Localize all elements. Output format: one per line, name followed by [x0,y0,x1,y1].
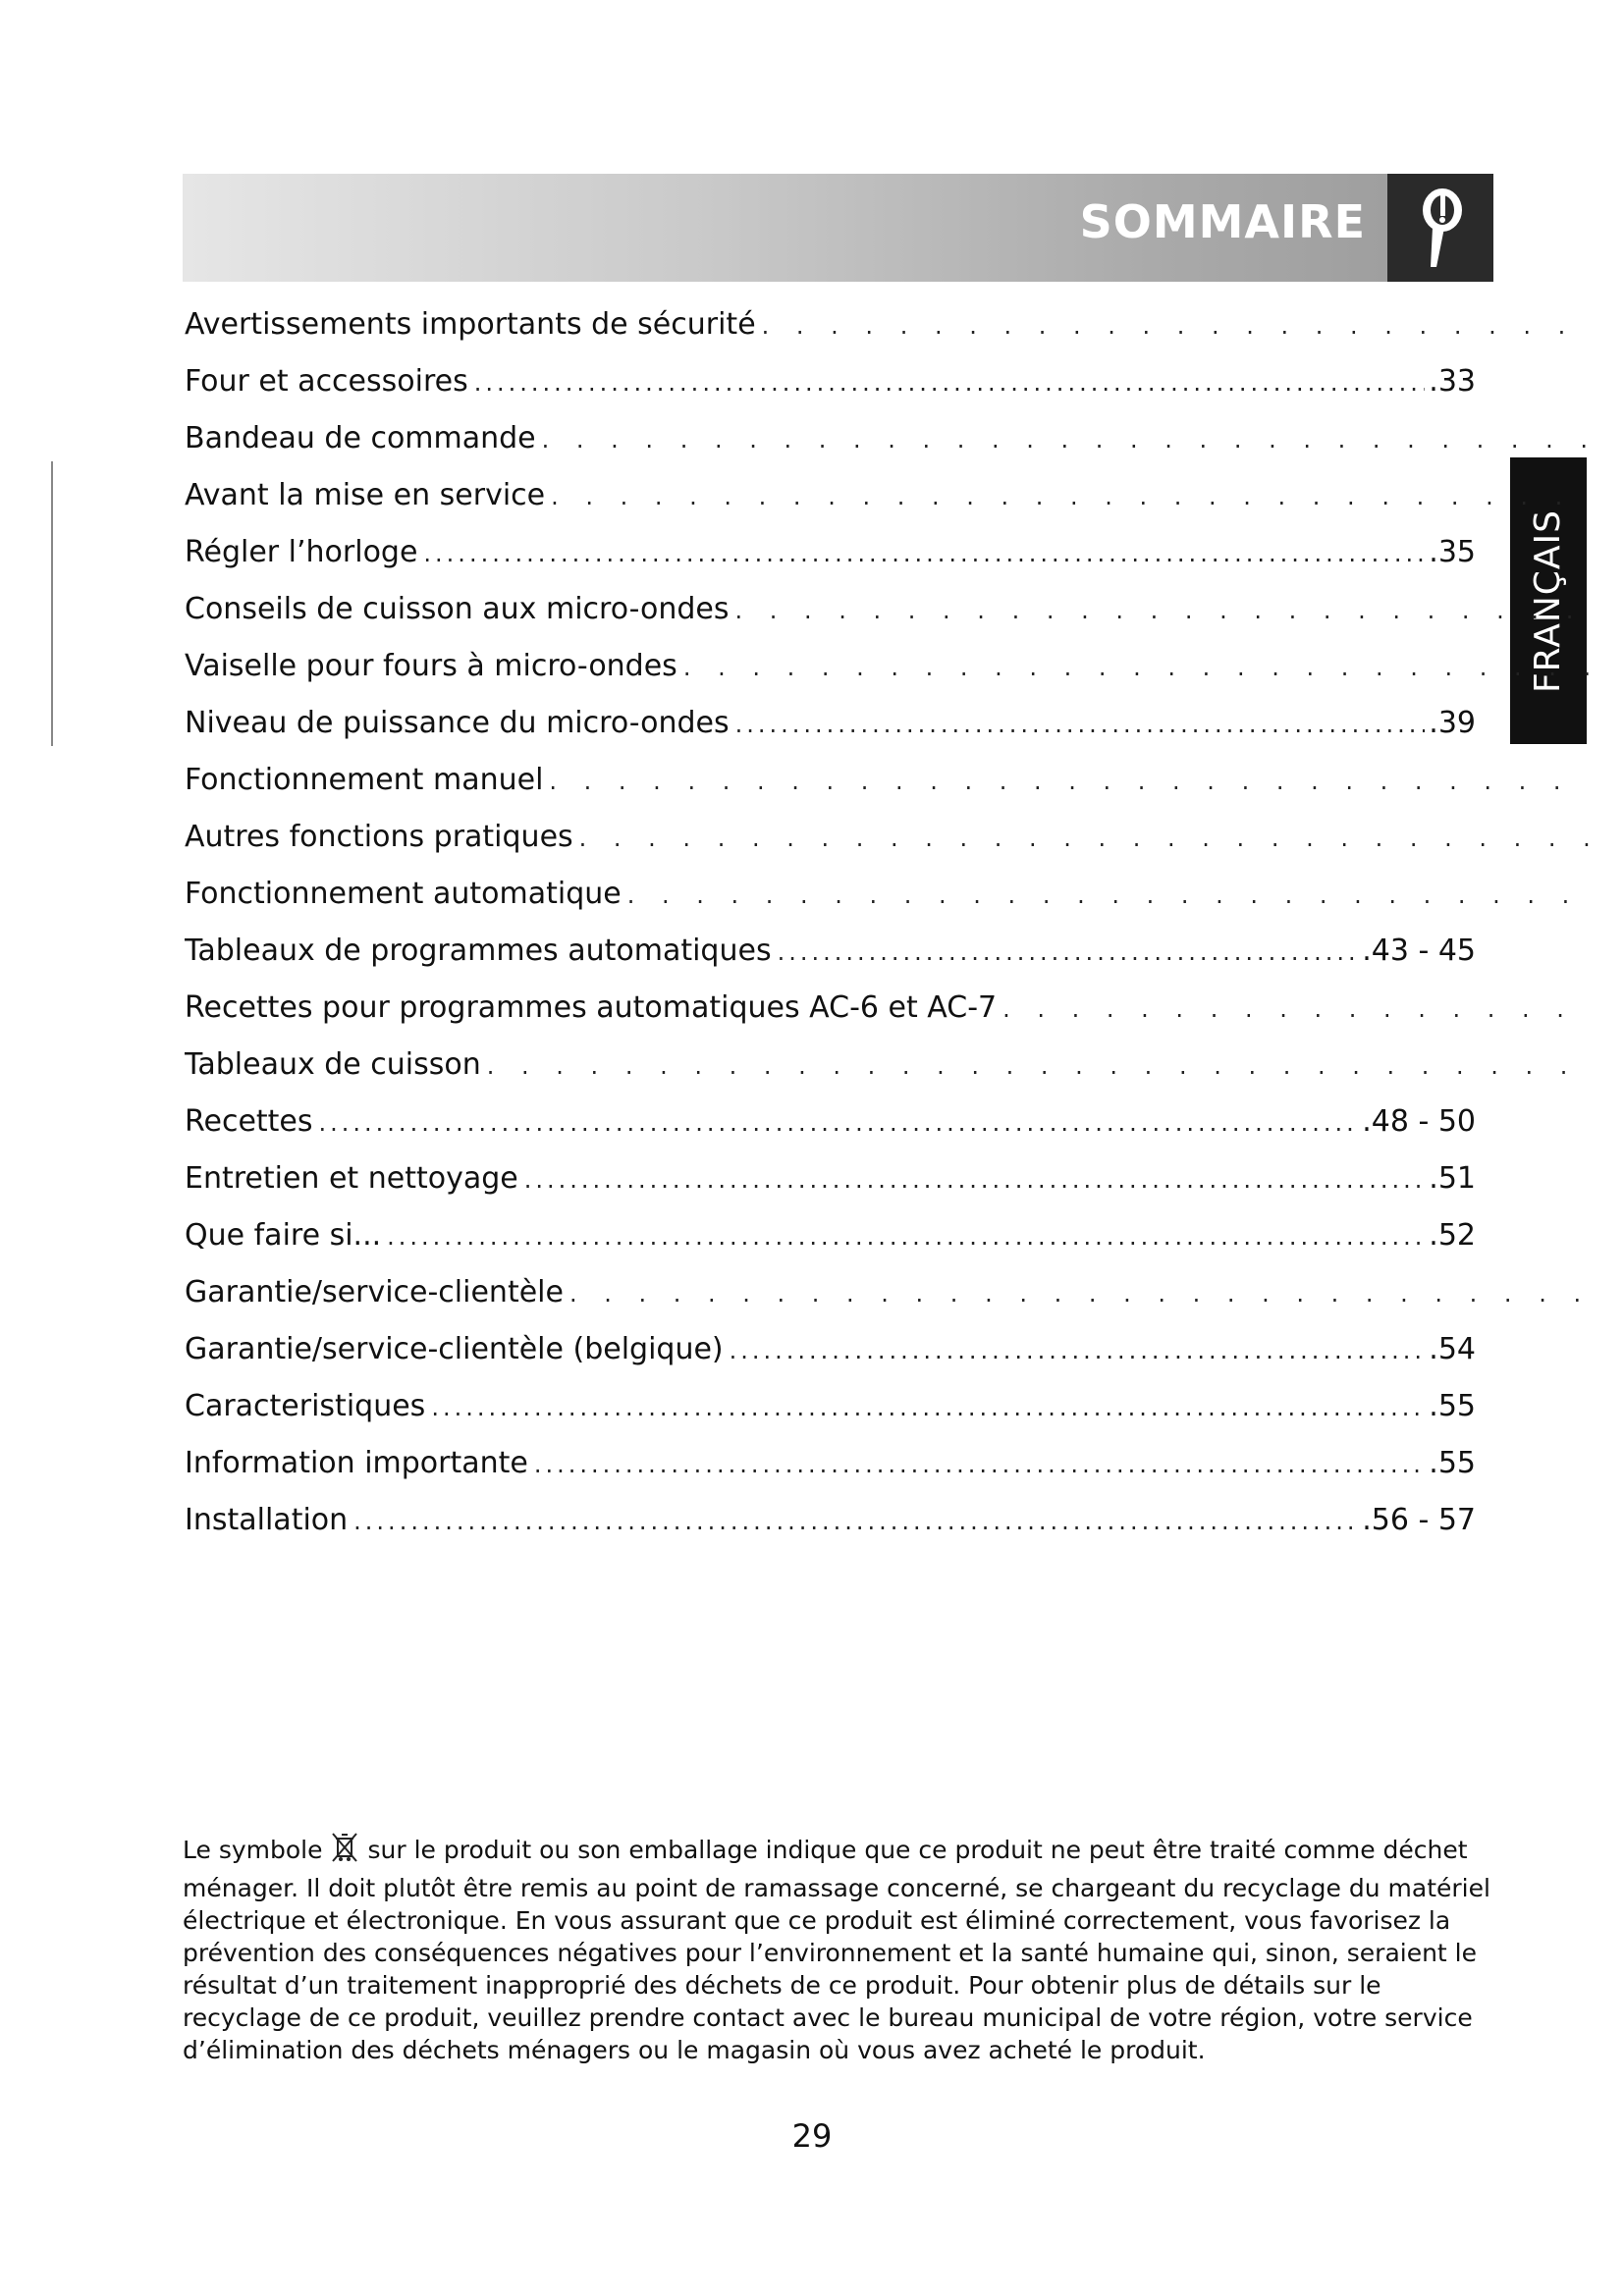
toc-entry-page: .35 [1429,535,1476,569]
toc-entry [185,1503,1476,1560]
toc-entry [185,934,1476,990]
toc-entry-page: .43 - 45 [1362,934,1476,968]
toc-leader-dots [627,881,1589,909]
toc-leader-dots [730,1337,1426,1364]
toc-entry-title: Avertissements importants de sécurité [185,307,756,342]
toc-entry-title: Bandeau de commande [185,421,536,455]
info-icon [1387,174,1493,282]
toc-entry [185,1047,1589,1104]
toc-entry-title: Recettes pour programmes automatiques AC-6 et AC-7 [185,990,998,1025]
toc-leader-dots [551,483,1589,510]
toc-entry [185,763,1589,820]
toc-leader-dots [431,1394,1425,1421]
toc-leader-dots [735,597,1590,624]
toc-leader-dots [735,711,1426,738]
toc-entry [185,592,1589,649]
toc-entry [185,706,1476,763]
toc-leader-dots [423,540,1425,567]
crossed-out-bin-icon [330,1831,359,1872]
toc-leader-dots [762,312,1589,340]
toc-entry [185,1218,1476,1275]
toc-leader-dots [1002,995,1589,1023]
toc-entry-title: Fonctionnement automatique [185,877,622,911]
notice-text-start: Le symbole [183,1836,323,1864]
toc-entry-title: Fonctionnement manuel [185,763,544,797]
toc-leader-dots [569,1280,1589,1308]
toc-entry [185,1332,1476,1389]
toc-entry [185,877,1589,934]
toc-entry-title: Four et accessoires [185,364,468,399]
section-title: SOMMAIRE [1079,195,1366,248]
toc-entry-title: Que faire si... [185,1218,382,1253]
toc-entry-page: .54 [1429,1332,1476,1366]
toc-entry [185,1275,1589,1332]
toc-entry-title: Installation [185,1503,349,1537]
toc-entry-title: Niveau de puissance du micro-ondes [185,706,730,740]
toc-entry-title: Recettes [185,1104,313,1139]
language-tab-label: FRANÇAIS [1528,508,1569,693]
toc-entry-title: Information importante [185,1446,528,1480]
toc-entry-title: Entretien et nettoyage [185,1161,518,1196]
table-of-contents [185,307,1589,1560]
toc-entry [185,649,1589,706]
toc-entry-title: Régler l’horloge [185,535,418,569]
toc-leader-dots [542,426,1589,454]
toc-entry [185,990,1589,1047]
toc-entry-page: .56 - 57 [1362,1503,1476,1537]
toc-leader-dots [778,938,1359,966]
toc-entry-title: Caracteristiques [185,1389,426,1423]
toc-entry-title: Autres fonctions pratiques [185,820,573,854]
recycling-notice [183,1831,1498,2066]
toc-entry-page: .33 [1429,364,1476,399]
toc-leader-dots [474,369,1426,397]
section-header [183,174,1493,282]
toc-leader-dots [549,768,1589,795]
toc-leader-dots [524,1166,1426,1194]
toc-leader-dots [683,654,1589,681]
toc-entry-page: .52 [1429,1218,1476,1253]
toc-leader-dots [319,1109,1359,1137]
toc-entry [185,1161,1476,1218]
toc-leader-dots [353,1508,1358,1535]
toc-entry-title: Vaiselle pour fours à micro-ondes [185,649,677,683]
toc-entry-title: Garantie/service-clientèle (belgique) [185,1332,724,1366]
toc-entry-page: .55 [1429,1389,1476,1423]
toc-leader-dots [534,1451,1425,1478]
toc-entry [185,478,1589,535]
toc-entry [185,1104,1476,1161]
toc-leader-dots [579,825,1589,852]
notice-text: sur le produit ou son emballage indique que ce produit ne peut être traité comme déchet ménager. Il doit plutôt être remis au point de ramassage concerné, se chargeant du recyclage du matériel électrique et électronique. En vous assurant que ce produit est éliminé correctement, vous favorisez la prévention des conséquences négatives pour l’environnement et la santé humaine qui, sinon, seraient le résultat d’un traitement inapproprié des déchets de ce produit. Pour obtenir plus de détails sur le recyclage de ce produit, veuillez prendre contact avec le bureau municipal de votre région, votre service d’élimination des déchets ménagers ou le magasin où vous avez acheté le produit. [183,1836,1490,2064]
toc-entry [185,820,1589,877]
toc-entry-page: .39 [1429,706,1476,740]
page-number: 29 [791,2117,833,2155]
toc-leader-dots [487,1052,1589,1080]
toc-entry [185,307,1589,364]
toc-entry [185,364,1476,421]
toc-entry-title: Tableaux de cuisson [185,1047,481,1082]
toc-entry [185,535,1476,592]
toc-entry-title: Tableaux de programmes automatiques [185,934,772,968]
toc-entry-title: Garantie/service-clientèle [185,1275,564,1309]
toc-entry-page: .48 - 50 [1362,1104,1476,1139]
margin-line [51,461,53,746]
toc-entry-title: Avant la mise en service [185,478,546,512]
toc-entry [185,1446,1476,1503]
toc-entry [185,1389,1476,1446]
toc-entry-title: Conseils de cuisson aux micro-ondes [185,592,730,626]
toc-leader-dots [387,1223,1425,1251]
toc-entry-page: .51 [1429,1161,1476,1196]
toc-entry-page: .55 [1429,1446,1476,1480]
toc-entry [185,421,1589,478]
